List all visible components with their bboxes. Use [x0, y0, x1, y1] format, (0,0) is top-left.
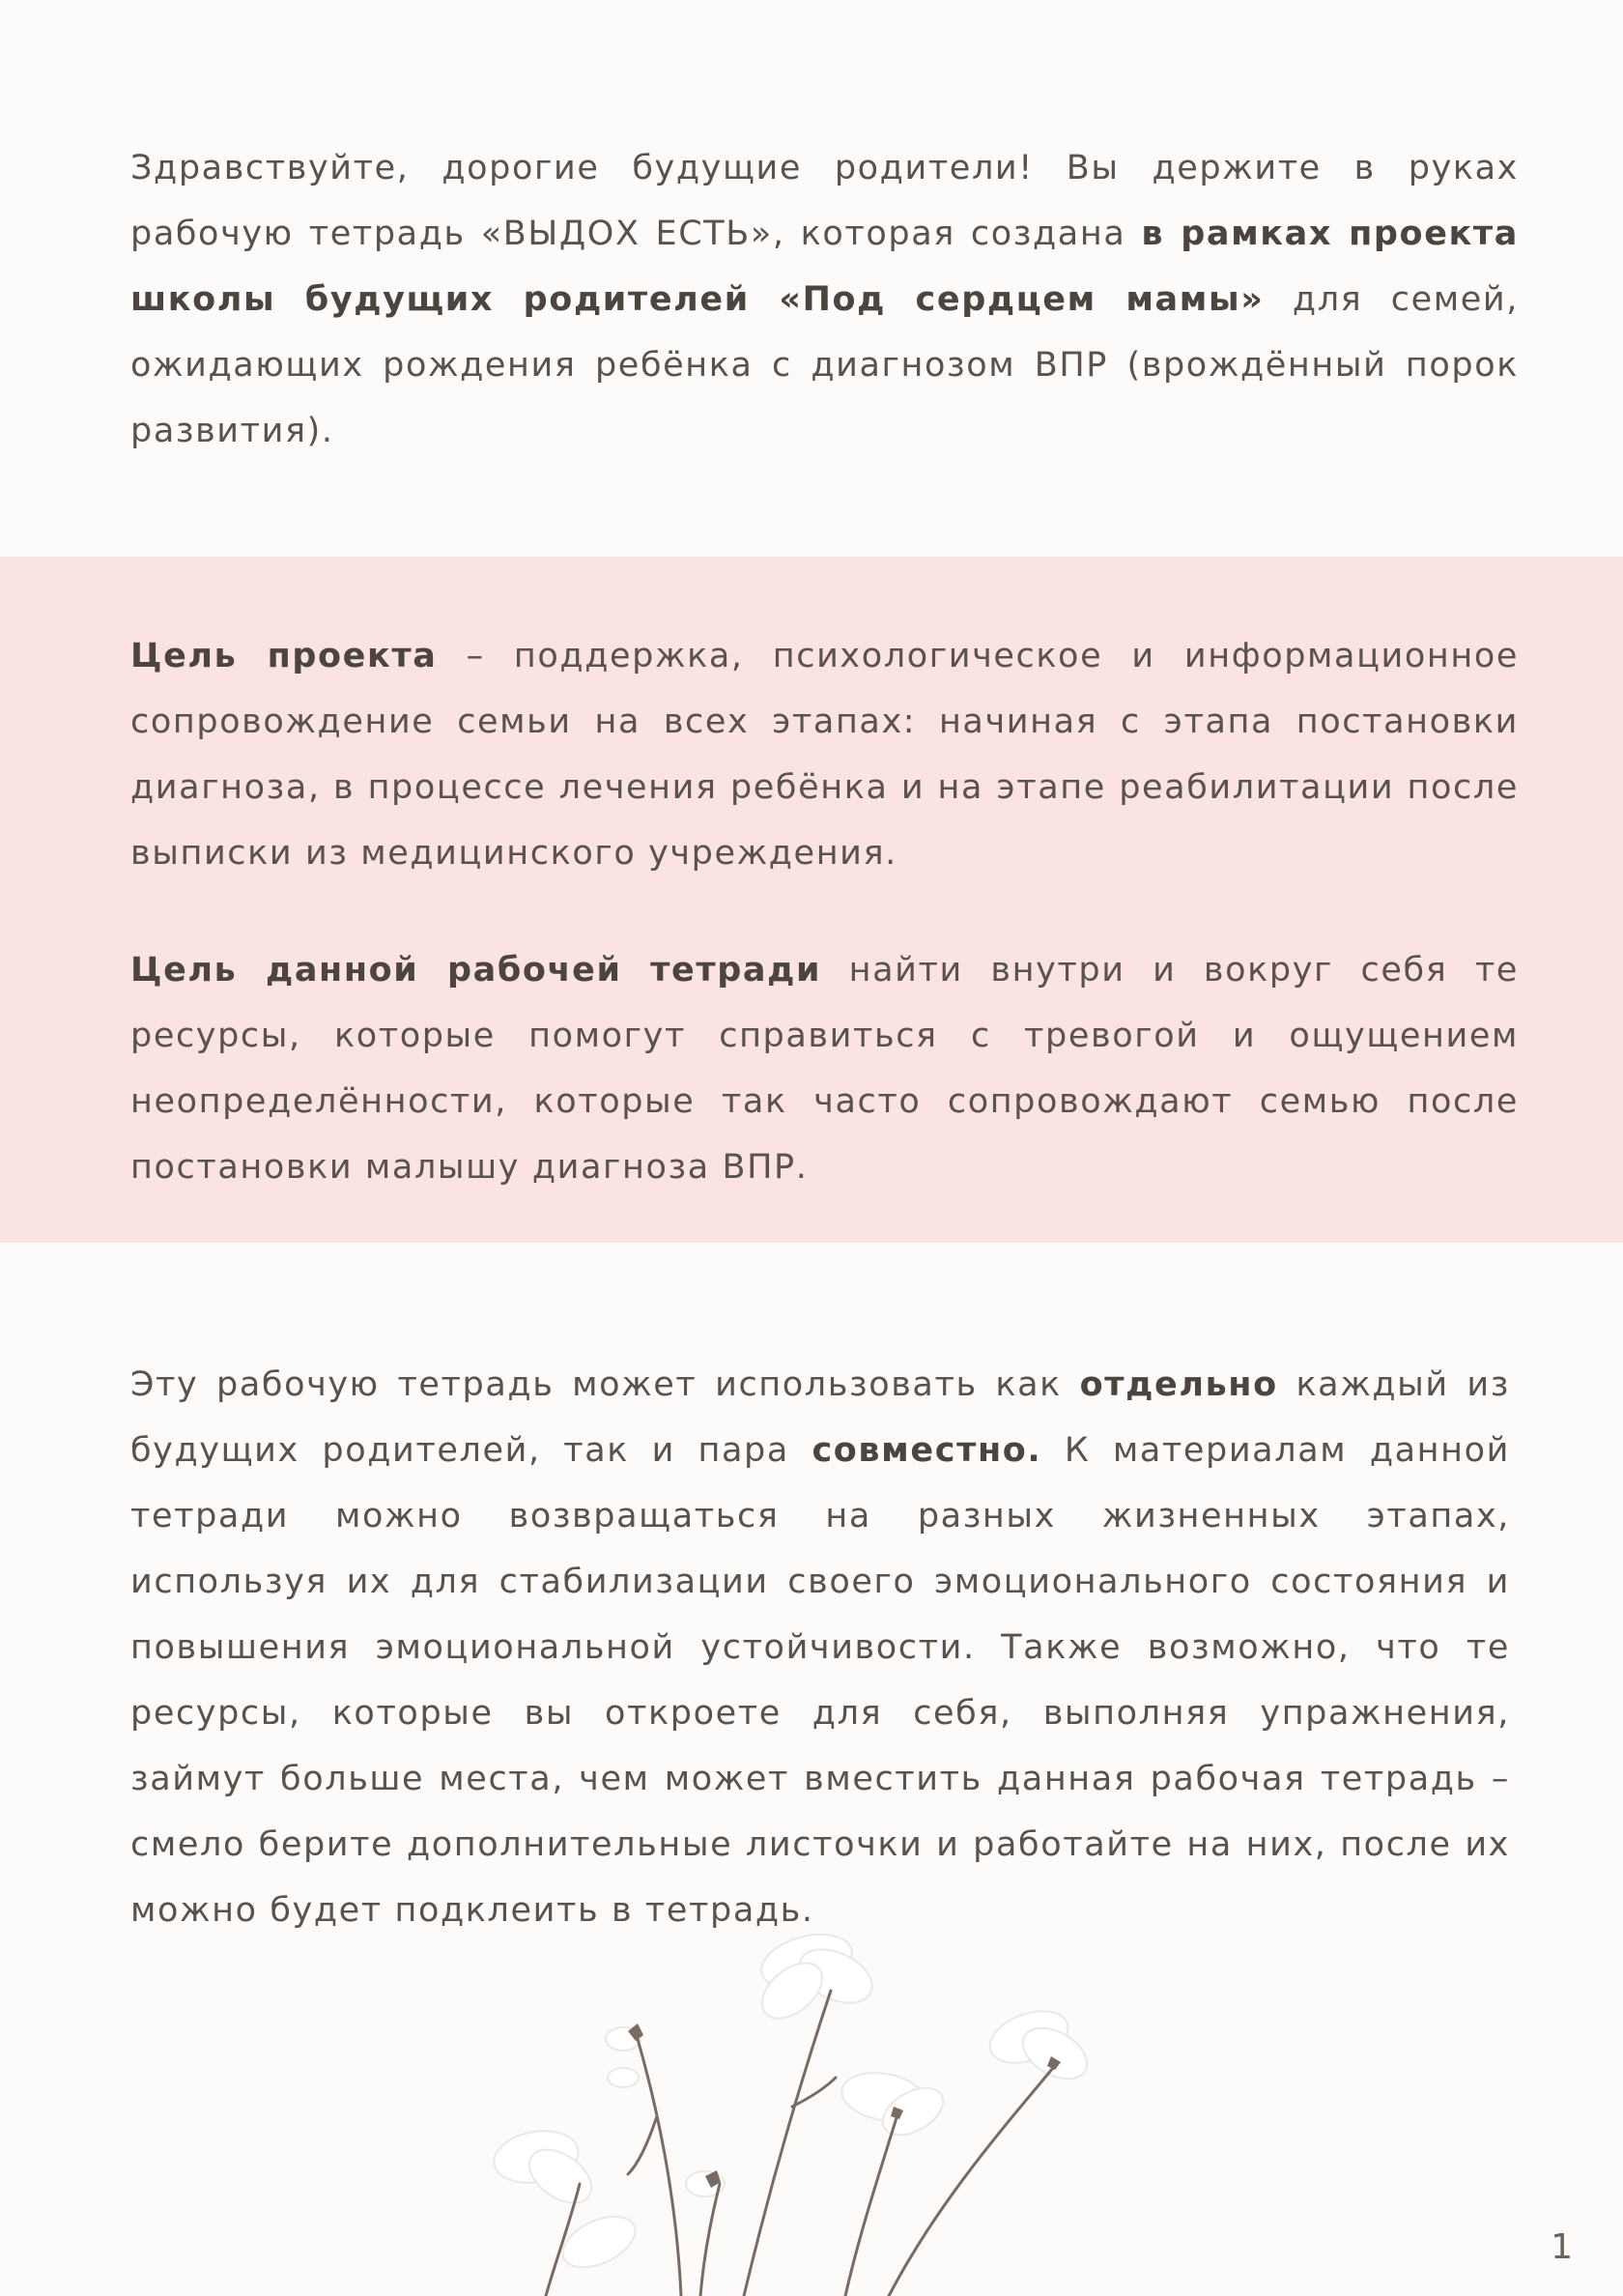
- usage-bold-together: совместно.: [812, 1431, 1042, 1470]
- workbook-goal-paragraph: [130, 937, 1519, 1200]
- workbook-goal-text: найти внутри и вокруг себя те ресурсы, которые помогут справиться с тревогой и ощущением неопределённости, которые так часто сопровождают семью после постановки малышу диагноза ВПР.: [130, 951, 1520, 1187]
- intro-text-1: Здравствуйте, дорогие будущие родители! Вы держите в руках рабочую тетрадь «ВЫДОХ ЕСТЬ», которая создана: [130, 149, 1519, 253]
- usage-text-1: Эту рабочую тетрадь может использовать как: [130, 1365, 1080, 1404]
- usage-paragraph: [130, 1352, 1510, 1943]
- usage-text-2: каждый из будущих родителей, так и пара: [130, 1365, 1510, 1470]
- usage-text-3: К материалам данной тетради можно возвращаться на разных жизненных этапах, используя их для стабилизации своего эмоционального состояния и повышения эмоциональной устойчивости. Также возможно, что те ресурсы, которые вы откроете для себя, выполняя упражнения, займут больше места, чем может вместить данная рабочая тетрадь – смело берите дополнительные листочки и работайте на них, после их можно будет подклеить в тетрадь.: [130, 1431, 1510, 1930]
- workbook-goal-label: Цель данной рабочей тетради: [130, 951, 822, 990]
- intro-bold-project: в рамках проекта школы будущих родителей «Под сердцем мамы»: [130, 215, 1519, 319]
- intro-paragraph: [130, 135, 1519, 464]
- project-goal-label: Цель проекта: [130, 637, 438, 675]
- page-number: 1: [1551, 2227, 1573, 2267]
- flower-illustration: [483, 1923, 1101, 2296]
- project-goal-paragraph: [130, 623, 1519, 886]
- project-goal-text: – поддержка, психологическое и информационное сопровождение семьи на всех этапах: начиная с этапа постановки диагноза, в процессе лечения ребёнка и на этапе реабилитации после выписки из медицинского учреждения.: [130, 637, 1520, 873]
- usage-bold-separately: отдельно: [1079, 1365, 1278, 1404]
- intro-text-2: для семей, ожидающих рождения ребёнка с диагнозом ВПР (врождённый порок развития).: [130, 280, 1519, 450]
